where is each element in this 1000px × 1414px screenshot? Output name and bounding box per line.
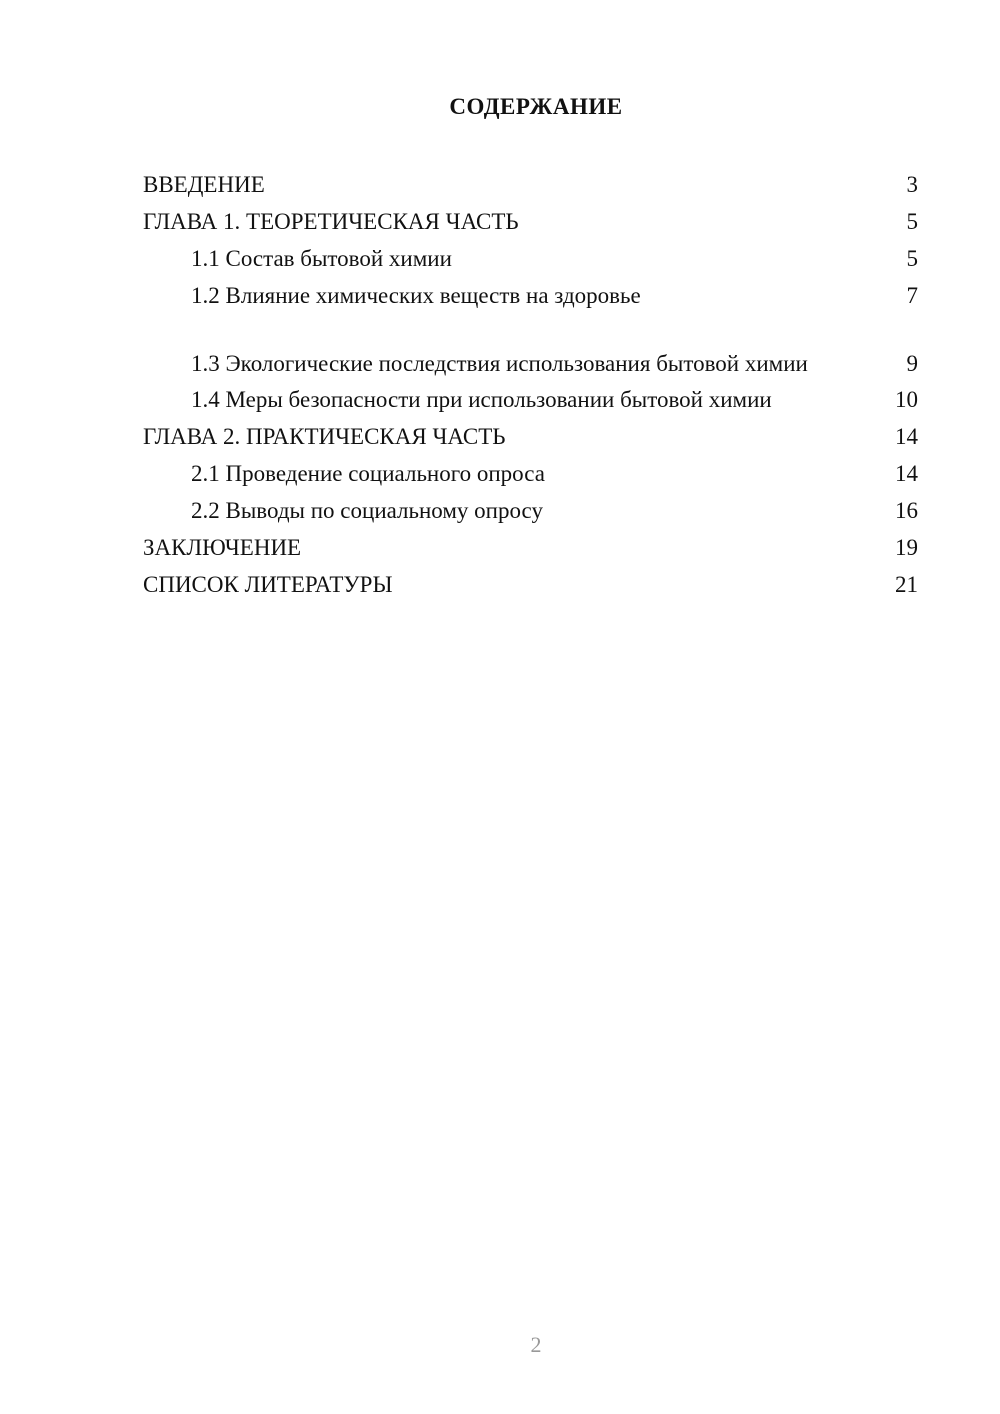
toc-entry-page: 14 [895, 424, 918, 449]
page-number: 2 [530, 1332, 542, 1357]
toc-entry-page: 5 [906, 209, 918, 234]
toc-entry-label: СПИСОК ЛИТЕРАТУРЫ [143, 572, 393, 597]
toc-entry-chapter-2[interactable] [143, 418, 918, 455]
toc-entry-page: 10 [895, 387, 918, 412]
toc-entry-page: 3 [906, 172, 918, 197]
toc-entry-section-1-2[interactable] [143, 277, 918, 314]
toc-entry-section-2-2[interactable] [143, 492, 918, 529]
toc-entry-page: 16 [895, 498, 918, 523]
toc-entry-label: ГЛАВА 2. ПРАКТИЧЕСКАЯ ЧАСТЬ [143, 424, 506, 449]
toc-entry-chapter-1[interactable] [143, 203, 918, 240]
toc-entry-page: 19 [895, 535, 918, 560]
toc-entry-label: ЗАКЛЮЧЕНИЕ [143, 535, 302, 560]
toc-entry-section-1-4[interactable] [143, 381, 918, 418]
toc-entry-label: 1.2 Влияние химических веществ на здоровье [191, 283, 641, 308]
table-of-contents [143, 166, 918, 603]
toc-entry-page: 9 [906, 351, 918, 376]
toc-entry-page: 5 [906, 246, 918, 271]
toc-entry-conclusion[interactable] [143, 529, 918, 566]
toc-entry-label: 2.2 Выводы по социальному опросу [191, 498, 543, 523]
toc-entry-section-1-3[interactable] [143, 314, 918, 381]
toc-entry-page: 14 [895, 461, 918, 486]
toc-entry-section-1-1[interactable] [143, 240, 918, 277]
toc-entry-page: 7 [906, 283, 918, 308]
toc-entry-label: 1.4 Меры безопасности при использовании бытовой химии [191, 387, 772, 412]
toc-entry-references[interactable] [143, 566, 918, 603]
toc-entry-label: ВВЕДЕНИЕ [143, 172, 265, 197]
toc-entry-label: 1.1 Состав бытовой химии [191, 246, 452, 271]
toc-entry-label: 2.1 Проведение социального опроса [191, 461, 545, 486]
toc-entry-section-2-1[interactable] [143, 455, 918, 492]
toc-entry-page: 21 [895, 572, 918, 597]
toc-entry-introduction[interactable] [143, 166, 918, 203]
toc-entry-label: ГЛАВА 1. ТЕОРЕТИЧЕСКАЯ ЧАСТЬ [143, 209, 519, 234]
page-title: СОДЕРЖАНИЕ [449, 94, 623, 119]
toc-entry-label: 1.3 Экологические последствия использования бытовой химии [191, 351, 808, 376]
